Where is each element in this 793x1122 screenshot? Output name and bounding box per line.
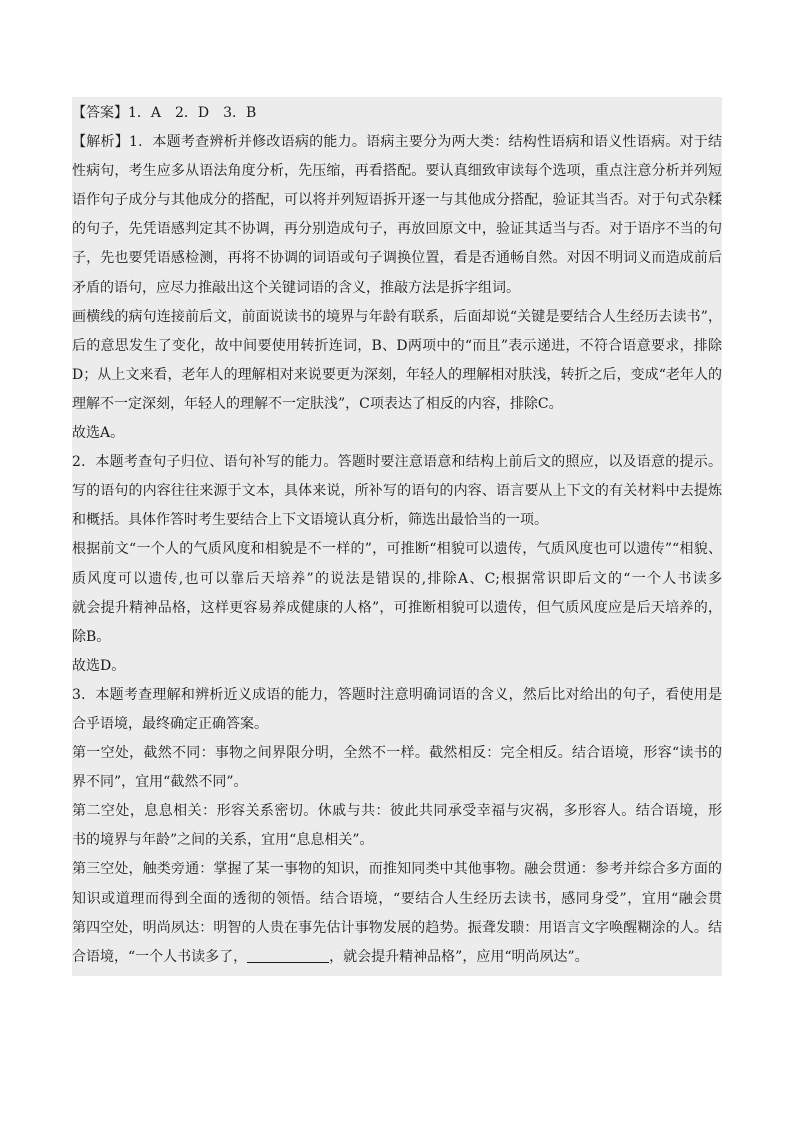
text-line: 第三空处，触类旁通：掌握了某一事物的知识，而推知同类中其他事物。融会贯通：参考并综合多方面的 xyxy=(72,861,722,878)
text-line: 的句子，先凭语感判定其不协调，再分别造成句子，再放回原文中，验证其适当与否。对于语序不当的句 xyxy=(72,221,722,238)
text-line: 理解不一定深刻，年轻人的理解不一定肤浅”，C项表达了相反的内容，排除C。 xyxy=(72,395,563,412)
text-line: 根据前文“一个人的气质风度和相貌是不一样的”，可推断“相貌可以遗传，气质风度也可以遗传”“相貌、 xyxy=(72,541,722,558)
text-line: 界不同”，宜用“截然不同”。 xyxy=(72,774,248,791)
text-line: 书的境界与年龄”之间的关系，宜用“息息相关”。 xyxy=(72,832,374,849)
text-line: 故选D。 xyxy=(72,657,126,674)
text-line: 【解析】1．本题考查辨析并修改语病的能力。语病主要分为两大类：结构性语病和语义性语病。对于结 xyxy=(72,134,722,151)
text-line: 写的语句的内容往往来源于文本，具体来说，所补写的语句的内容、语言要从上下文的有关材料中去提炼 xyxy=(72,483,722,500)
text-line: 性病句，考生应多从语法角度分析，先压缩，再看搭配。要认真细致审读每个选项，重点注意分析并列短 xyxy=(72,163,722,180)
text-line: 和概括。具体作答时考生要结合上下文语境认真分析，筛选出最恰当的一项。 xyxy=(72,512,548,529)
fill-in-blank xyxy=(247,948,329,963)
text-line: 2．本题考查句子归位、语句补写的能力。答题时要注意语意和结构上前后文的照应，以及语意的提示。 xyxy=(72,454,722,471)
text-line: 语作句子成分与其他成分的搭配，可以将并列短语拆开逐一与其他成分搭配，验证其当否。对于句式杂糅 xyxy=(72,192,722,209)
text-line: 3．本题考查理解和辨析近义成语的能力，答题时注意明确词语的含义，然后比对给出的句子，看使用是 xyxy=(72,686,722,703)
text-segment: 合语境，“一个人书读多了， xyxy=(72,948,248,965)
text-line: 第一空处，截然不同：事物之间界限分明，全然不一样。截然相反：完全相反。结合语境，形容“读书的 xyxy=(72,745,722,762)
text-line: 第二空处，息息相关：形容关系密切。休戚与共：彼此共同承受幸福与灾祸，多形容人。结合语境，形 xyxy=(72,803,722,820)
text-line: 画横线的病句连接前后文，前面说读书的境界与年龄有联系，后面却说“关键是要结合人生经历去读书”， xyxy=(72,308,722,325)
text-line: 知识或道理而得到全面的透彻的领悟。结合语境，“要结合人生经历去读书，感同身受”，宜用“融会贯 xyxy=(72,890,722,907)
text-line: 就会提升精神品格，这样更容易养成健康的人格”，可推断相貌可以遗传，但气质风度应是后天培养的， xyxy=(72,599,722,616)
text-line: 除B。 xyxy=(72,628,111,645)
text-line: 子，先也要凭语感检测，再将不协调的词语或句子调换位置，看是否通畅自然。对因不明词义而造成前后 xyxy=(72,250,722,267)
answer-line: 【答案】1．A 2．D 3．B xyxy=(72,105,257,121)
text-line: 第四空处，明尚夙达：明智的人贵在事先估计事物发展的趋势。振聋发聩：用语言文字唤醒糊涂的人。结 xyxy=(72,919,722,936)
text-line: 后的意思发生了变化，故中间要使用转折连词，B、D两项中的“而且”表示递进，不符合语意要求，排除 xyxy=(72,337,722,354)
text-line: 矛盾的语句，应尽力推敲出这个关键词语的含义，推敲方法是拆字组词。 xyxy=(72,279,520,296)
text-line: 故选A。 xyxy=(72,425,125,442)
text-line: 质风度可以遗传,也可以靠后天培养”的说法是错误的,排除A、C;根据常识即后文的“一个人书读多 xyxy=(72,570,722,587)
text-line: D；从上文来看，老年人的理解相对来说要更为深刻，年轻人的理解相对肤浅，转折之后，变成“老年人的 xyxy=(72,366,722,383)
answer-analysis-block xyxy=(72,97,722,976)
text-line-with-blank xyxy=(72,943,722,972)
text-line: 合乎语境，最终确定正确答案。 xyxy=(72,715,268,732)
text-segment: ，就会提升精神品格”，应用“明尚夙达”。 xyxy=(329,948,589,965)
